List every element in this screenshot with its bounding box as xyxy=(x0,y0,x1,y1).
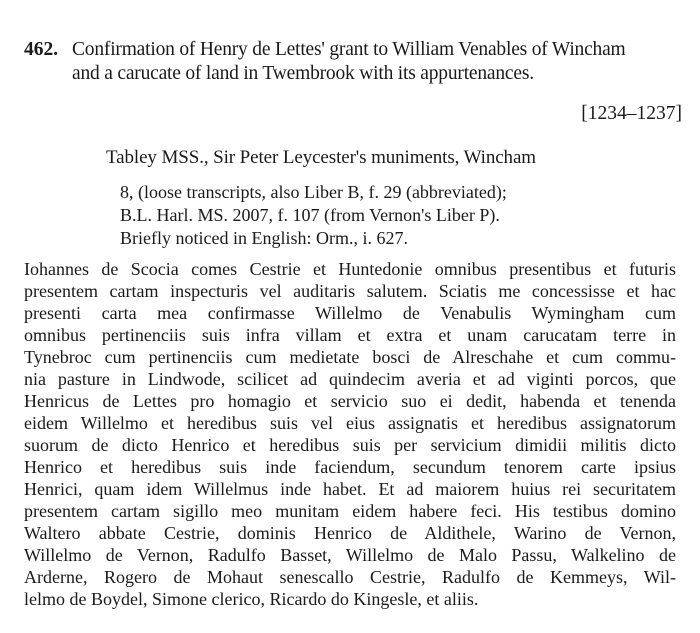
charter-text-line: presentem cartam sigillo meo munitam eidem habere feci. His testibus domino xyxy=(24,501,676,521)
charter-text-line: lelmo de Boydel, Simone clerico, Ricardo do Kingesle, et aliis. xyxy=(24,589,479,609)
charter-text-line: Willelmo de Vernon, Radulfo Basset, Willelmo de Malo Passu, Walkelino de xyxy=(24,545,676,565)
entry-title-line: Confirmation of Henry de Lettes' grant to William Venables of Wincham xyxy=(72,39,626,60)
charter-text xyxy=(24,258,676,610)
charter-text-line: presentem cartam inspecturis vel auditaris salutem. Sciatis me concessisse et hac xyxy=(24,281,676,301)
charter-text-line: Waltero abbate Cestrie, dominis Henrico de Aldithele, Warino de Vernon, xyxy=(24,523,676,543)
charter-text-line: Henrico et heredibus suis inde faciendum, secundum tenorem carte ipsius xyxy=(24,457,676,477)
charter-text-line: eidem Willelmo et heredibus suis vel eius assignatis et heredibus assignatorum xyxy=(24,413,676,433)
source-note-line: 8, (loose transcripts, also Liber B, f. 29 (abbreviated); xyxy=(120,182,507,202)
charter-text-line: presenti carta mea confirmasse Willelmo de Venabulis Wymingham cum xyxy=(24,303,676,323)
charter-text-line: Tynebroc cum pertinenciis cum medietate bosci de Alreschahe et cum commu- xyxy=(24,347,676,367)
entry-date: [1234–1237] xyxy=(581,103,682,124)
entry-title xyxy=(72,38,684,86)
charter-text-line: nia pasture in Lindwode, scilicet ad quindecim averia et ad viginti porcos, que xyxy=(24,369,676,389)
source-note-line: Briefly noticed in English: Orm., i. 627. xyxy=(120,228,408,248)
charter-text-line: Arderne, Rogero de Mohaut senescallo Cestrie, Radulfo de Kemmeys, Wil- xyxy=(24,567,676,587)
charter-text-line: Henricus de Lettes pro homagio et servicio suo ei dedit, habenda et tenenda xyxy=(24,391,676,411)
entry-number: 462. xyxy=(24,39,59,60)
charter-text-line: suorum de dicto Henrico et heredibus suis per servicium dimidii militis dicto xyxy=(24,435,676,455)
charter-text-line: omnibus pertinenciis suis infra villam et extra et unam carucatam terre in xyxy=(24,325,676,345)
charter-text-line: Iohannes de Scocia comes Cestrie et Huntedonie omnibus presentibus et futuris xyxy=(24,259,676,279)
source-note-line: B.L. Harl. MS. 2007, f. 107 (from Vernon's Liber P). xyxy=(120,205,500,225)
source-notes xyxy=(120,181,507,250)
source-heading: Tabley MSS., Sir Peter Leycester's muniments, Wincham xyxy=(106,147,536,168)
entry-title-line: and a carucate of land in Twembrook with its appurtenances. xyxy=(72,63,534,84)
charter-text-line: Henrici, quam idem Willelmus inde habet. Et ad maiorem huius rei securitatem xyxy=(24,479,676,499)
